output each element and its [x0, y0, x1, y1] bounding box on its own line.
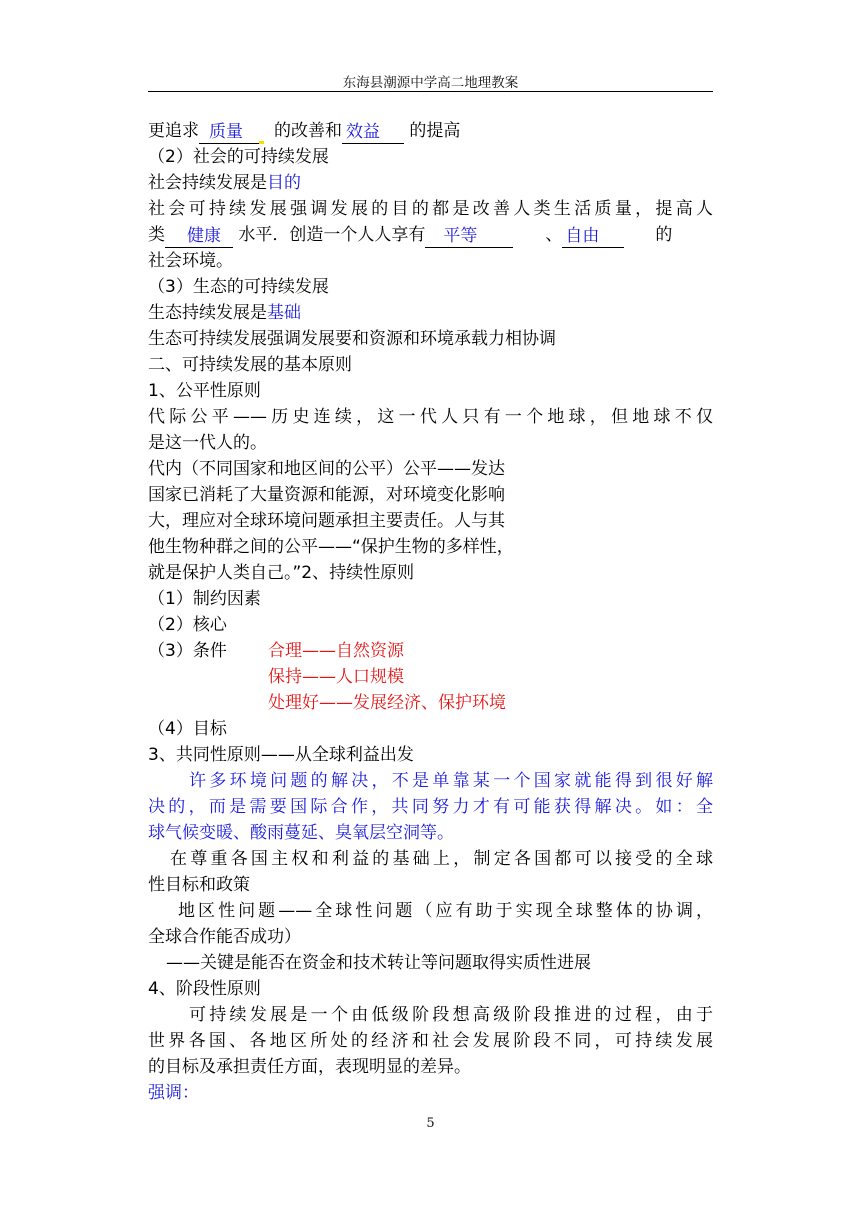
text-line-18: 就是保护人类自己。”2、持续性原则: [148, 563, 415, 583]
text-line-7: （3）生态的可持续发展: [148, 277, 329, 297]
text-span: 的提高: [404, 121, 461, 141]
text-span: 更追求: [148, 121, 199, 141]
text-span: 的改善和: [274, 121, 342, 141]
text-line-35: 可持续发展是一个由低级阶段想高级阶段推进的过程，由于: [189, 1005, 713, 1025]
subheading-fairness: 1、公平性原则: [148, 381, 261, 401]
text-line-2: （2）社会的可持续发展: [148, 147, 329, 167]
text-span: 生态持续发展是: [148, 303, 267, 323]
text-line-31: 地区性问题——全球性问题（应有助于实现全球整体的协调，: [178, 901, 713, 921]
text-line-8: [148, 300, 713, 326]
text-line-16: 大，理应对全球环境问题承担主要责任。人与其: [148, 511, 505, 531]
text-span: （3）条件: [148, 641, 227, 661]
text-line-30: 性目标和政策: [148, 875, 250, 895]
answer-freedom: 自由: [565, 226, 600, 246]
fill-blank-equality: [425, 226, 513, 248]
text-span: 社会持续发展是: [148, 173, 267, 193]
answer-equality: 平等: [443, 226, 478, 246]
text-line-3: [148, 170, 713, 196]
text-line-5: [148, 222, 713, 248]
text-line-24: （4）目标: [148, 719, 227, 739]
text-line-13: 是这一代人的。: [148, 433, 267, 453]
page-header-title: 东海县潮源中学高二地理教案: [342, 75, 519, 91]
subheading-commonality: 3、共同性原则——从全球利益出发: [148, 745, 414, 765]
text-line-29: 在尊重各国主权和利益的基础上，制定各国都可以接受的全球: [170, 849, 713, 869]
fill-blank-health: [165, 226, 233, 248]
fill-blank-quality: [199, 122, 259, 144]
text-line-37: 的目标及承担责任方面，表现明显的差异。: [148, 1057, 471, 1077]
emphasis-label: 强调：: [148, 1083, 199, 1103]
text-line-6: 社会环境。: [148, 251, 233, 271]
text-line-9: 生态可持续发展强调发展要和资源和环境承载力相协调: [148, 329, 556, 349]
document-body: [148, 118, 713, 1106]
subheading-phase: 4、阶段性原则: [148, 979, 261, 999]
condition-reasonable: 合理——自然资源: [268, 641, 404, 661]
text-line-33: ——关键是能否在资金和技术转让等问题取得实质性进展: [166, 953, 591, 973]
text-line-17: 他生物种群之间的公平——“保护生物的多样性，: [148, 537, 514, 557]
answer-health: 健康: [187, 226, 221, 246]
text-line-20: （2）核心: [148, 615, 227, 635]
condition-maintain: 保持——人口规模: [268, 667, 404, 687]
text-line-26: 许多环境问题的解决，不是单靠某一个国家就能得到很好解: [189, 771, 713, 791]
text-span: 类: [148, 225, 165, 245]
text-line-12: 代际公平——历史连续，这一代人只有一个地球，但地球不仅: [148, 407, 713, 427]
text-line-4: 社会可持续发展强调发展的目的都是改善人类生活质量，提高人: [148, 199, 713, 219]
text-line-21: [148, 638, 713, 664]
text-line-14: 代内（不同国家和地区间的公平）公平——发达: [148, 459, 505, 479]
answer-benefit: 效益: [346, 122, 380, 142]
answer-foundation: 基础: [267, 303, 301, 323]
header-rule: [148, 91, 713, 92]
text-line-15: 国家已消耗了大量资源和能源，对环境变化影响: [148, 485, 505, 505]
text-line-19: （1）制约因素: [148, 589, 261, 609]
fill-blank-freedom: [562, 226, 624, 248]
text-line-32: 全球合作能否成功）: [148, 927, 301, 947]
text-span: 水平．创造一个人人享有: [233, 225, 426, 245]
fill-blank-benefit: [342, 122, 404, 144]
answer-purpose: 目的: [267, 173, 301, 193]
page-number: 5: [426, 1116, 435, 1131]
text-line-1: [148, 118, 713, 144]
text-line-36: 世界各国、各地区所处的经济和社会发展阶段不同，可持续发展: [148, 1031, 713, 1051]
answer-quality: 质量: [209, 122, 243, 142]
text-span: 、: [545, 225, 563, 245]
text-line-27: 决的，而是需要国际合作，共同努力才有可能获得解决。如：全: [148, 797, 713, 817]
section-heading-principles: 二、可持续发展的基本原则: [148, 355, 352, 375]
text-line-28: 球气候变暖、酸雨蔓延、臭氧层空洞等。: [148, 823, 454, 843]
condition-handle: 处理好——发展经济、保护环境: [268, 693, 506, 713]
text-span: 的: [655, 225, 673, 245]
